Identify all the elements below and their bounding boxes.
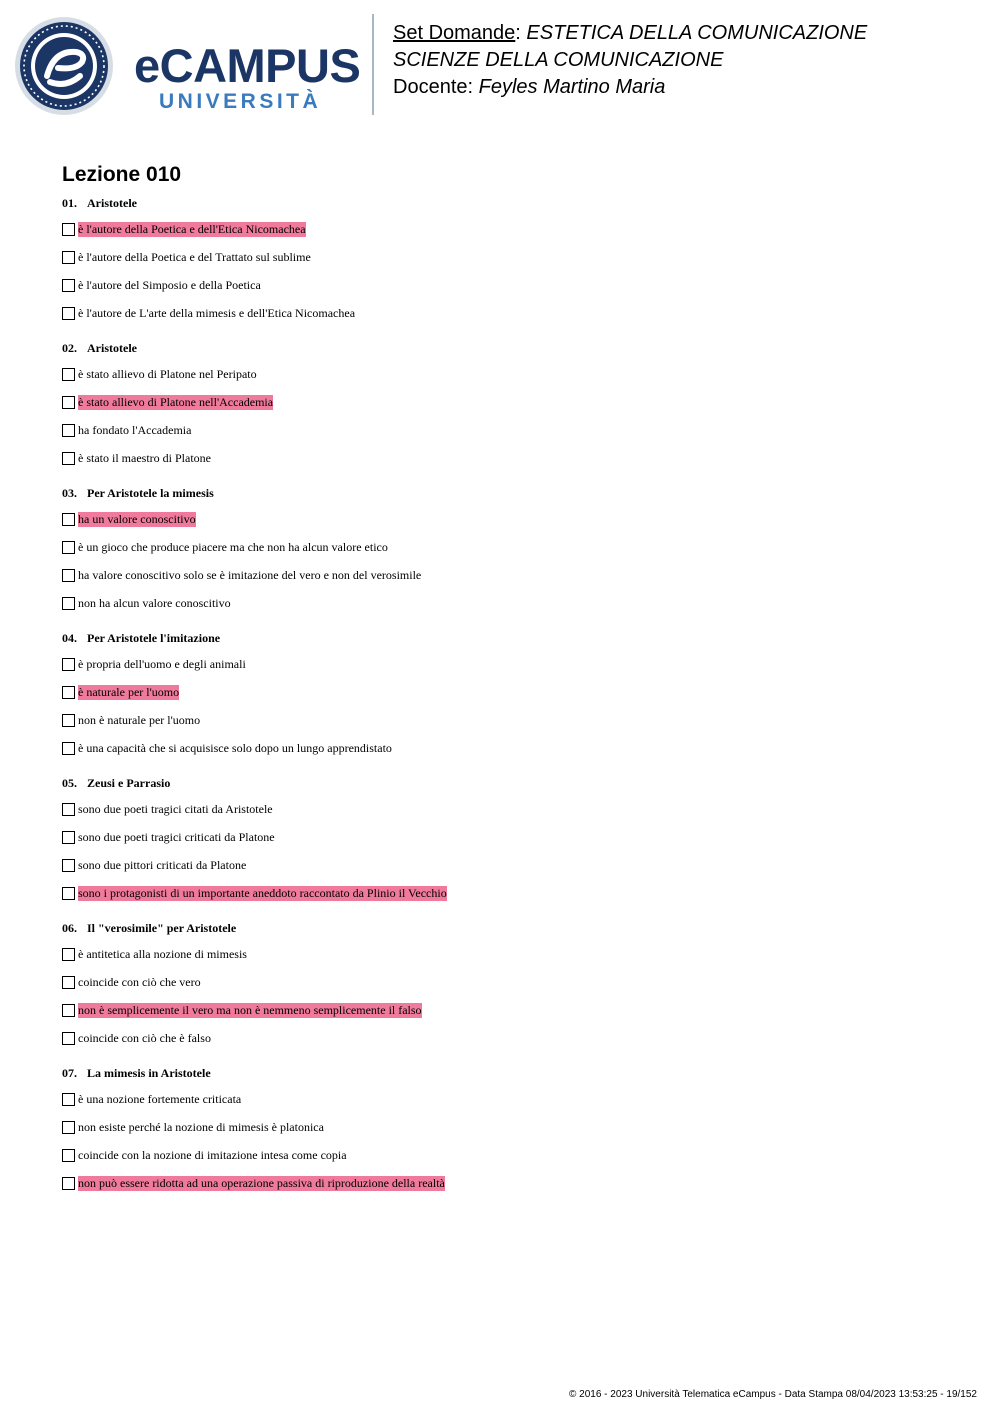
ecampus-emblem-icon xyxy=(14,16,114,116)
answer-checkbox[interactable] xyxy=(62,1093,75,1106)
answer-text: è una nozione fortemente criticata xyxy=(78,1091,242,1106)
question-block xyxy=(62,630,962,762)
answer-text-correct: è l'autore della Poetica e dell'Etica Nicomachea xyxy=(78,221,306,236)
answer-text: è una capacità che si acquisisce solo dopo un lungo apprendistato xyxy=(78,740,392,755)
answer-checkbox[interactable] xyxy=(62,597,75,610)
question-block xyxy=(62,485,962,617)
answer-checkbox[interactable] xyxy=(62,803,75,816)
degree-line xyxy=(393,47,867,74)
answer-option[interactable] xyxy=(62,795,962,823)
answer-option[interactable] xyxy=(62,940,962,968)
answer-text: coincide con ciò che vero xyxy=(78,974,201,989)
question-number: 02. xyxy=(62,341,77,355)
answer-option[interactable] xyxy=(62,678,962,706)
answer-text: è l'autore del Simposio e della Poetica xyxy=(78,277,261,292)
degree-name: SCIENZE DELLA COMUNICAZIONE xyxy=(393,49,724,71)
question-block xyxy=(62,340,962,472)
answer-text: è propria dell'uomo e degli animali xyxy=(78,656,246,671)
answer-text: è l'autore della Poetica e del Trattato sul sublime xyxy=(78,249,311,264)
answer-option[interactable] xyxy=(62,215,962,243)
answer-option[interactable] xyxy=(62,1141,962,1169)
question-text: Aristotele xyxy=(87,196,137,210)
answer-option[interactable] xyxy=(62,444,962,472)
answer-checkbox[interactable] xyxy=(62,976,75,989)
answer-checkbox[interactable] xyxy=(62,714,75,727)
answer-text-correct: non può essere ridotta ad una operazione passiva di riproduzione della realtà xyxy=(78,1175,445,1190)
answer-checkbox[interactable] xyxy=(62,368,75,381)
answer-option[interactable] xyxy=(62,851,962,879)
answer-text: coincide con la nozione di imitazione intesa come copia xyxy=(78,1147,347,1162)
answer-checkbox[interactable] xyxy=(62,424,75,437)
answer-text: è l'autore de L'arte della mimesis e dell'Etica Nicomachea xyxy=(78,305,356,320)
questions-list xyxy=(62,195,962,1210)
answer-text: ha valore conoscitivo solo se è imitazione del vero e non del verosimile xyxy=(78,567,422,582)
ecampus-logo xyxy=(14,16,359,116)
logo-brand-text: eCAMPUS xyxy=(134,39,361,92)
answer-text: non è naturale per l'uomo xyxy=(78,712,201,727)
answer-text-correct: sono i protagonisti di un importante aneddoto raccontato da Plinio il Vecchio xyxy=(78,885,447,900)
answer-option[interactable] xyxy=(62,589,962,617)
question-block xyxy=(62,920,962,1052)
question-text: Aristotele xyxy=(87,341,137,355)
lesson-title: Lezione 010 xyxy=(62,163,182,186)
question-title xyxy=(62,485,962,505)
teacher-name: Feyles Martino Maria xyxy=(478,76,666,98)
answer-text: sono due poeti tragici citati da Aristotele xyxy=(78,801,273,816)
answer-checkbox[interactable] xyxy=(62,859,75,872)
answer-option[interactable] xyxy=(62,388,962,416)
answer-option[interactable] xyxy=(62,823,962,851)
answer-text: sono due poeti tragici criticati da Platone xyxy=(78,829,275,844)
answer-option[interactable] xyxy=(62,1024,962,1052)
question-text: Zeusi e Parrasio xyxy=(87,776,171,790)
answer-option[interactable] xyxy=(62,271,962,299)
question-block xyxy=(62,195,962,327)
answer-checkbox[interactable] xyxy=(62,223,75,236)
question-number: 05. xyxy=(62,776,77,790)
answer-option[interactable] xyxy=(62,243,962,271)
answer-text: non esiste perché la nozione di mimesis è platonica xyxy=(78,1119,324,1134)
question-title xyxy=(62,195,962,215)
set-label: Set Domande xyxy=(393,22,516,44)
answer-checkbox[interactable] xyxy=(62,887,75,900)
page-footer: © 2016 - 2023 Università Telematica eCampus - Data Stampa 08/04/2023 13:53:25 - 19/152 xyxy=(569,1389,977,1400)
answer-checkbox[interactable] xyxy=(62,658,75,671)
answer-checkbox[interactable] xyxy=(62,948,75,961)
answer-checkbox[interactable] xyxy=(62,569,75,582)
answer-option[interactable] xyxy=(62,561,962,589)
question-title xyxy=(62,340,962,360)
answer-checkbox[interactable] xyxy=(62,396,75,409)
answer-checkbox[interactable] xyxy=(62,1121,75,1134)
course-line xyxy=(393,20,867,47)
answer-checkbox[interactable] xyxy=(62,452,75,465)
question-number: 01. xyxy=(62,196,77,210)
answer-checkbox[interactable] xyxy=(62,831,75,844)
answer-checkbox[interactable] xyxy=(62,251,75,264)
question-number: 03. xyxy=(62,486,77,500)
answer-option[interactable] xyxy=(62,650,962,678)
answer-checkbox[interactable] xyxy=(62,1149,75,1162)
answer-option[interactable] xyxy=(62,416,962,444)
question-title xyxy=(62,920,962,940)
answer-option[interactable] xyxy=(62,299,962,327)
answer-option[interactable] xyxy=(62,1085,962,1113)
answer-checkbox[interactable] xyxy=(62,1032,75,1045)
answer-text-correct: è stato allievo di Platone nell'Accademia xyxy=(78,394,274,409)
answer-option[interactable] xyxy=(62,360,962,388)
question-number: 07. xyxy=(62,1066,77,1080)
answer-text: ha fondato l'Accademia xyxy=(78,422,192,437)
answer-checkbox[interactable] xyxy=(62,307,75,320)
question-block xyxy=(62,775,962,907)
answer-checkbox[interactable] xyxy=(62,541,75,554)
question-text: La mimesis in Aristotele xyxy=(87,1066,211,1080)
answer-checkbox[interactable] xyxy=(62,742,75,755)
answer-text: sono due pittori criticati da Platone xyxy=(78,857,247,872)
answer-option[interactable] xyxy=(62,1113,962,1141)
answer-checkbox[interactable] xyxy=(62,686,75,699)
answer-checkbox[interactable] xyxy=(62,513,75,526)
course-name: ESTETICA DELLA COMUNICAZIONE xyxy=(526,22,868,44)
answer-option[interactable] xyxy=(62,879,962,907)
question-text: Per Aristotele l'imitazione xyxy=(87,631,221,645)
answer-option[interactable] xyxy=(62,1169,962,1197)
teacher-line xyxy=(393,74,867,101)
answer-option[interactable] xyxy=(62,996,962,1024)
answer-text: è stato allievo di Platone nel Peripato xyxy=(78,366,257,381)
header-divider xyxy=(372,14,374,115)
question-text: Il "verosimile" per Aristotele xyxy=(87,921,237,935)
answer-checkbox[interactable] xyxy=(62,1004,75,1017)
question-number: 04. xyxy=(62,631,77,645)
answer-text-correct: è naturale per l'uomo xyxy=(78,684,180,699)
answer-checkbox[interactable] xyxy=(62,279,75,292)
answer-text-correct: non è semplicemente il vero ma non è nemmeno semplicemente il falso xyxy=(78,1002,422,1017)
question-block xyxy=(62,1065,962,1197)
answer-text-correct: ha un valore conoscitivo xyxy=(78,511,196,526)
answer-text: non ha alcun valore conoscitivo xyxy=(78,595,231,610)
answer-text: è antitetica alla nozione di mimesis xyxy=(78,946,247,961)
answer-text: coincide con ciò che è falso xyxy=(78,1030,211,1045)
answer-option[interactable] xyxy=(62,968,962,996)
answer-option[interactable] xyxy=(62,734,962,762)
answer-text: è stato il maestro di Platone xyxy=(78,450,211,465)
logo-subtitle-text: UNIVERSITÀ xyxy=(159,90,322,113)
question-title xyxy=(62,775,962,795)
question-title xyxy=(62,1065,962,1085)
answer-option[interactable] xyxy=(62,706,962,734)
answer-option[interactable] xyxy=(62,505,962,533)
answer-checkbox[interactable] xyxy=(62,1177,75,1190)
question-title xyxy=(62,630,962,650)
question-text: Per Aristotele la mimesis xyxy=(87,486,214,500)
teacher-label: Docente: xyxy=(393,76,479,98)
answer-text: è un gioco che produce piacere ma che non ha alcun valore etico xyxy=(78,539,388,554)
answer-option[interactable] xyxy=(62,533,962,561)
question-number: 06. xyxy=(62,921,77,935)
set-separator: : xyxy=(515,22,527,44)
header-info xyxy=(393,20,867,101)
